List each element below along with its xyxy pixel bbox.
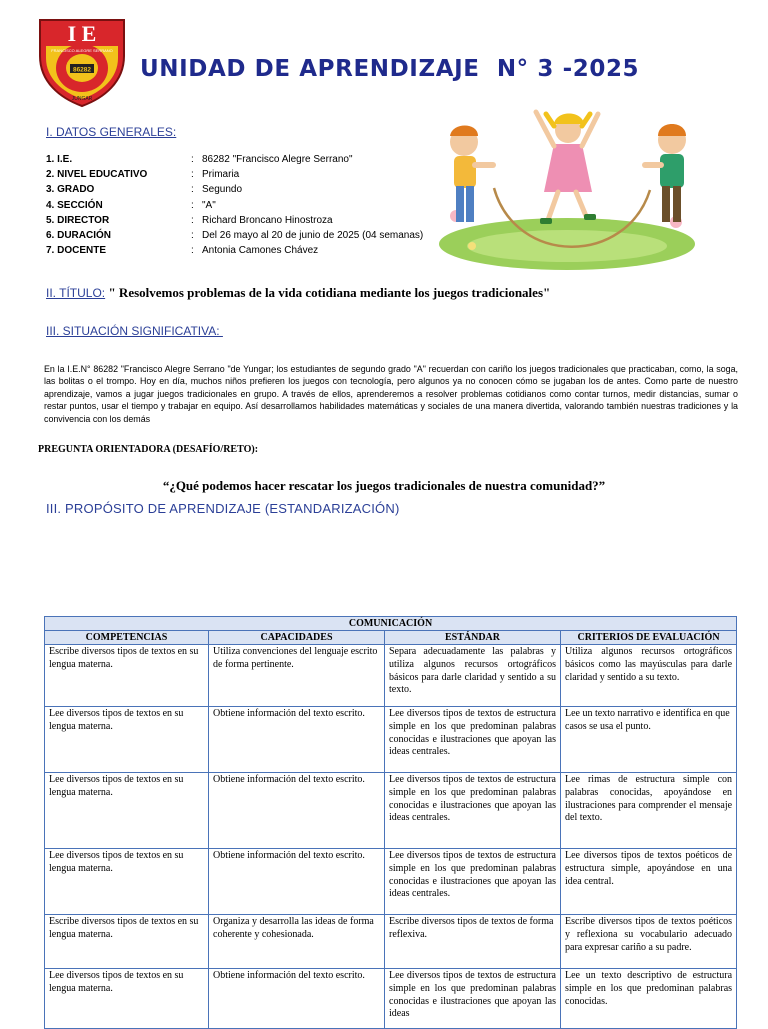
table-row [45,915,737,969]
col-header-criterios: CRITERIOS DE EVALUACIÓN [561,631,737,645]
table-area-row [45,617,737,631]
titulo-text: " Resolvemos problemas de la vida cotidiana mediante los juegos tradicionales" [108,285,551,300]
cell-estandar: Lee diversos tipos de textos de estructura simple en los que predominan palabras conocidas e ilustraciones que apoyan las ideas [385,969,561,1029]
proposito-table-wrapper [44,616,736,1029]
table-row [45,849,737,915]
col-header-competencias: COMPETENCIAS [45,631,209,645]
cell-competencia: Lee diversos tipos de textos en su lengua materna. [45,773,209,849]
svg-text:JUNGAR: JUNGAR [71,96,93,102]
proposito-table [44,616,737,1029]
col-header-estandar: ESTÁNDAR [385,631,561,645]
cell-criterio: Lee rimas de estructura simple con palabras conocidas, apoyándose en ilustraciones para comprender el mensaje del texto. [561,773,737,849]
cell-capacidad: Utiliza convenciones del lenguaje escrito de forma pertinente. [209,645,385,707]
situacion-paragraph: En la I.E.N° 86282 "Francisco Alegre Serrano "de Yungar; los estudiantes de segundo grado "A" recuerdan con cariño los juegos tradicionales que practicaban, como, la soga, las bolitas o el trompo. Hoy en día, muchos niños prefieren los juegos con tecnología, pero algunos ya no conocen cómo se jugaban los de antes. Como parte de nuestro aprendizaje, vamos a jugar juegos tradicionales en grupo. A través de ellos, aprenderemos a resolver problemas cotidianos como contar turnos, medir distancias, sumar o restar puntos, usar el tiempo y trabajar en equipo. Así desarrollamos habilidades matemáticas y sociales de una manera divertida, valorando también nuestras tradiciones y la convivencia con los demás [44,364,738,424]
jump-rope-illustration [436,96,698,272]
cell-competencia: Lee diversos tipos de textos en su lengua materna. [45,707,209,773]
cell-criterio: Escribe diversos tipos de textos poéticos y reflexiona su vocabulario adecuado para expresar cariño a su padre. [561,915,737,969]
cell-criterio: Lee diversos tipos de textos poéticos de estructura simple, apoyándose en una idea central. [561,849,737,915]
table-row [45,707,737,773]
cell-capacidad: Obtiene información del texto escrito. [209,969,385,1029]
section-heading-datos-generales: I. DATOS GENERALES: [46,125,177,139]
cell-capacidad: Obtiene información del texto escrito. [209,849,385,915]
cell-estandar: Lee diversos tipos de textos de estructura simple en los que predominan palabras conocidas e ilustraciones que apoyan las ideas centrales. [385,849,561,915]
cell-competencia: Escribe diversos tipos de textos en su lengua materna. [45,915,209,969]
cell-capacidad: Obtiene información del texto escrito. [209,707,385,773]
pregunta-orientadora: “¿Qué podemos hacer rescatar los juegos tradicionales de nuestra comunidad?” [162,478,606,493]
table-row [45,969,737,1029]
cell-competencia: Lee diversos tipos de textos en su lengua materna. [45,849,209,915]
cell-estandar: Escribe diversos tipos de textos de forma reflexiva. [385,915,561,969]
cell-criterio: Utiliza algunos recursos ortográficos básicos como las mayúsculas para darle claridad y sentido a su texto. [561,645,737,707]
titulo-label: II. TÍTULO: [46,286,106,300]
table-row [45,773,737,849]
cell-capacidad: Organiza y desarrolla las ideas de forma coherente y cohesionada. [209,915,385,969]
cell-estandar: Lee diversos tipos de textos de estructura simple en los que predominan palabras conocidas e ilustraciones que apoyan las ideas centrales. [385,707,561,773]
col-header-capacidades: CAPACIDADES [209,631,385,645]
svg-text:I E: I E [67,21,97,46]
pregunta-label: PREGUNTA ORIENTADORA (DESAFÍO/RETO): [38,444,259,455]
cell-criterio: Lee un texto descriptivo de estructura simple en los que predominan palabras conocidas. [561,969,737,1029]
cell-competencia: Lee diversos tipos de textos en su lengua materna. [45,969,209,1029]
section-heading-proposito: III. PROPÓSITO DE APRENDIZAJE (ESTANDARIZACIÓN) [46,501,400,516]
cell-estandar: Separa adecuadamente las palabras y utiliza algunos recursos ortográficos básicos para darle claridad y sentido a su texto. [385,645,561,707]
table-area-title: COMUNICACIÓN [45,617,737,631]
table-row [45,645,737,707]
svg-text:86282: 86282 [72,66,92,74]
cell-estandar: Lee diversos tipos de textos de estructura simple en los que predominan palabras conocidas e ilustraciones que apoyan las ideas centrales. [385,773,561,849]
table-header-row [45,631,737,645]
page-title: UNIDAD DE APRENDIZAJE N° 3 -2025 [140,56,640,82]
school-logo [34,16,130,108]
cell-capacidad: Obtiene información del texto escrito. [209,773,385,849]
cell-criterio: Lee un texto narrativo e identifica en que casos se usa el punto. [561,707,737,773]
cell-competencia: Escribe diversos tipos de textos en su lengua materna. [45,645,209,707]
section-heading-situacion: III. SITUACIÓN SIGNIFICATIVA: [46,324,223,338]
svg-text:FRANCISCO ALEGRE SERRANO: FRANCISCO ALEGRE SERRANO [51,48,113,53]
titulo-line [46,285,550,301]
